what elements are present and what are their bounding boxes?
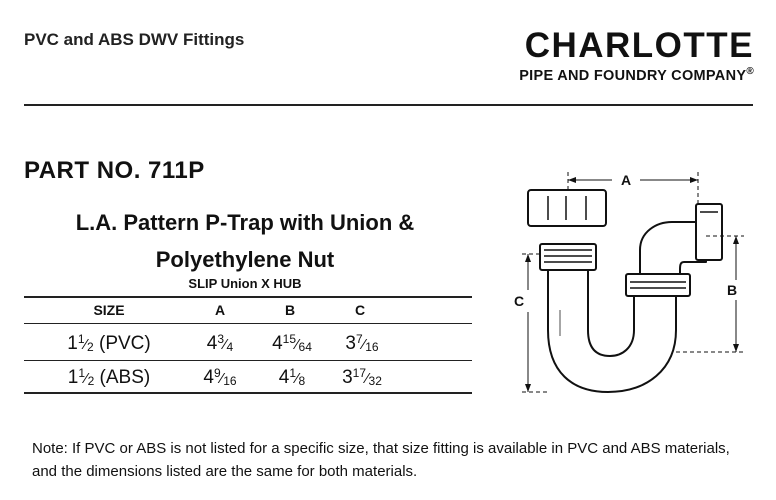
cell-numerator: 9 xyxy=(214,366,221,380)
cell-denominator: 16 xyxy=(365,340,379,354)
table-cell-a: $4^3⁄_4$ xyxy=(206,332,234,354)
cell-denominator: 2 xyxy=(87,340,94,354)
cell-whole: 3 xyxy=(342,367,353,388)
cell-suffix: (ABS) xyxy=(94,367,151,388)
inlet-tube xyxy=(540,244,596,270)
dimension-c-label: C xyxy=(513,293,525,309)
cell-denominator: 32 xyxy=(368,374,382,388)
cell-whole: 1 xyxy=(67,333,78,354)
brand-subtitle-text: PIPE AND FOUNDRY COMPANY xyxy=(519,67,747,84)
cell-whole: 4 xyxy=(203,367,214,388)
cell-whole: 4 xyxy=(206,333,218,354)
table-cell-c: $3^7⁄_{16}$ xyxy=(345,332,379,354)
dimension-b-label: B xyxy=(726,282,738,298)
product-title-line-1: L.A. Pattern P-Trap with Union & xyxy=(75,210,415,235)
union-collar xyxy=(626,274,690,296)
brand-name: CHARLOTTE xyxy=(524,26,754,65)
table-cell-b: $4^{15}⁄_{64}$ xyxy=(272,332,312,354)
cell-whole: 1 xyxy=(67,367,79,388)
cell-numerator: 1 xyxy=(78,366,86,380)
cell-numerator: 15 xyxy=(282,332,297,346)
product-title-line-2: Polyethylene Nut xyxy=(155,247,335,272)
category-heading: PVC and ABS DWV Fittings xyxy=(24,30,245,49)
cell-denominator: 64 xyxy=(298,340,312,354)
cell-numerator: 7 xyxy=(356,332,363,346)
table-cell-size: $1^1⁄_2$ (ABS) xyxy=(67,366,151,388)
union-nut xyxy=(528,190,606,226)
header-size: SIZE xyxy=(93,302,125,318)
registered-mark: ® xyxy=(746,66,754,77)
part-number: PART NO. 711P xyxy=(24,157,205,184)
cell-numerator: 1 xyxy=(289,366,297,380)
table-cell-size: $1^1⁄_2$ (PVC) xyxy=(67,332,151,354)
cell-whole: 4 xyxy=(278,367,290,388)
cell-numerator: 1 xyxy=(77,332,85,346)
table-cell-c: $3^{17}⁄_{32}$ xyxy=(342,366,382,388)
cell-numerator: 3 xyxy=(217,332,225,346)
cell-denominator: 4 xyxy=(226,340,234,354)
cell-denominator: 16 xyxy=(223,374,237,388)
cell-numerator: 17 xyxy=(352,366,367,380)
availability-note: Note: If PVC or ABS is not listed for a specific size, that size fitting is available in PVC and ABS materials, and the dimensions listed are the same for both materials. xyxy=(32,440,730,480)
cell-whole: 4 xyxy=(272,333,283,354)
cell-denominator: 2 xyxy=(87,374,95,388)
header-b: B xyxy=(284,302,296,318)
header-c: C xyxy=(354,302,366,318)
product-subtitle: SLIP Union X HUB xyxy=(188,276,302,291)
header-a: A xyxy=(214,302,226,318)
table-cell-b: $4^1⁄_8$ xyxy=(278,366,306,388)
dimension-a-label: A xyxy=(620,172,632,188)
cell-whole: 3 xyxy=(345,333,356,354)
cell-denominator: 8 xyxy=(298,374,306,388)
cell-suffix: (PVC) xyxy=(93,333,151,354)
table-cell-a: $4^9⁄_{16}$ xyxy=(203,366,237,388)
